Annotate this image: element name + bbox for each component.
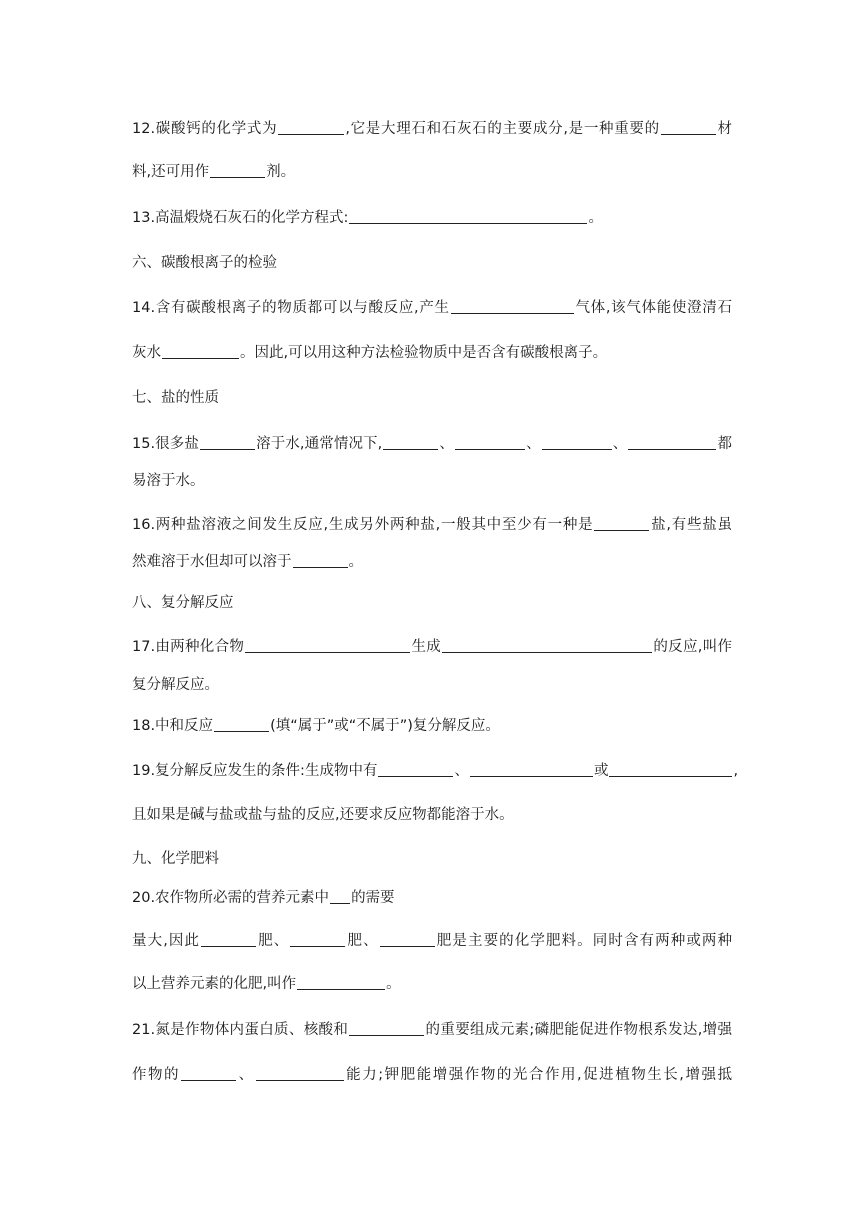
question-19-line-1: 19.复分解反应发生的条件:生成物中有 、 或 , xyxy=(132,763,739,779)
section-heading-9: 九、化学肥料 xyxy=(132,851,219,867)
section-heading-8: 八、复分解反应 xyxy=(132,595,234,611)
question-12-line-2: 料,还可用作 剂。 xyxy=(132,164,296,180)
question-19-line-2: 且如果是碱与盐或盐与盐的反应,还要求反应物都能溶于水。 xyxy=(132,807,514,823)
question-20-line-2: 量大,因此 肥、 肥、 肥是主要的化学肥料。同时含有两种或两种 xyxy=(132,933,733,949)
section-heading-6: 六、碳酸根离子的检验 xyxy=(132,255,277,271)
question-14-line-2: 灰水 。因此,可以用这种方法检验物质中是否含有碳酸根离子。 xyxy=(132,345,608,361)
answer-blank[interactable] xyxy=(451,299,574,314)
answer-blank[interactable] xyxy=(349,1021,424,1036)
answer-blank[interactable] xyxy=(200,435,255,450)
answer-blank[interactable] xyxy=(661,120,716,135)
question-20-line-3: 以上营养元素的化肥,叫作 。 xyxy=(132,976,401,992)
question-15-line-2: 易溶于水。 xyxy=(132,473,205,489)
answer-blank[interactable] xyxy=(542,435,612,450)
answer-blank[interactable] xyxy=(278,120,344,135)
question-21-line-2: 作物的 、 能力;钾肥能增强作物的光合作用,促进植物生长,增强抵 xyxy=(132,1067,733,1083)
answer-blank[interactable] xyxy=(594,516,649,531)
answer-blank[interactable] xyxy=(455,435,525,450)
section-heading-7: 七、盐的性质 xyxy=(132,390,219,406)
question-12-line-1: 12.碳酸钙的化学式为 ,它是大理石和石灰石的主要成分,是一种重要的 材 xyxy=(132,121,733,137)
answer-blank[interactable] xyxy=(256,1066,344,1081)
answer-blank[interactable] xyxy=(210,163,265,178)
question-14-line-1: 14.含有碳酸根离子的物质都可以与酸反应,产生 气体,该气体能使澄清石 xyxy=(132,300,732,316)
answer-blank[interactable] xyxy=(628,435,716,450)
answer-blank[interactable] xyxy=(214,717,269,732)
answer-blank[interactable] xyxy=(201,932,256,947)
question-16-line-1: 16.两种盐溶液之间发生反应,生成另外两种盐,一般其中至少有一种是 盐,有些盐虽 xyxy=(132,517,733,533)
answer-blank[interactable] xyxy=(380,932,435,947)
answer-blank[interactable] xyxy=(297,975,385,990)
question-15-line-1: 15.很多盐 溶于水,通常情况下, 、 、 、 都 xyxy=(132,436,733,452)
answer-blank[interactable] xyxy=(330,889,350,904)
answer-blank[interactable] xyxy=(378,762,453,777)
answer-blank[interactable] xyxy=(609,762,732,777)
answer-blank[interactable] xyxy=(383,435,438,450)
answer-blank[interactable] xyxy=(470,762,593,777)
answer-blank[interactable] xyxy=(349,209,587,224)
question-17-line-1: 17.由两种化合物 生成 的反应,叫作 xyxy=(132,639,732,655)
answer-blank[interactable] xyxy=(162,344,239,359)
question-18: 18.中和反应 (填“属于”或“不属于”)复分解反应。 xyxy=(132,718,500,734)
answer-blank[interactable] xyxy=(442,638,652,653)
question-13: 13.高温煅烧石灰石的化学方程式: 。 xyxy=(132,210,603,226)
answer-blank[interactable] xyxy=(245,638,410,653)
question-21-line-1: 21.氮是作物体内蛋白质、核酸和 的重要组成元素;磷肥能促进作物根系发达,增强 xyxy=(132,1022,732,1038)
answer-blank[interactable] xyxy=(290,932,345,947)
answer-blank[interactable] xyxy=(293,553,348,568)
question-16-line-2: 然难溶于水但却可以溶于 。 xyxy=(132,554,363,570)
question-17-line-2: 复分解反应。 xyxy=(132,677,219,693)
question-20-line-1: 20.农作物所必需的营养元素中 的需要 xyxy=(132,890,395,906)
answer-blank[interactable] xyxy=(181,1066,236,1081)
